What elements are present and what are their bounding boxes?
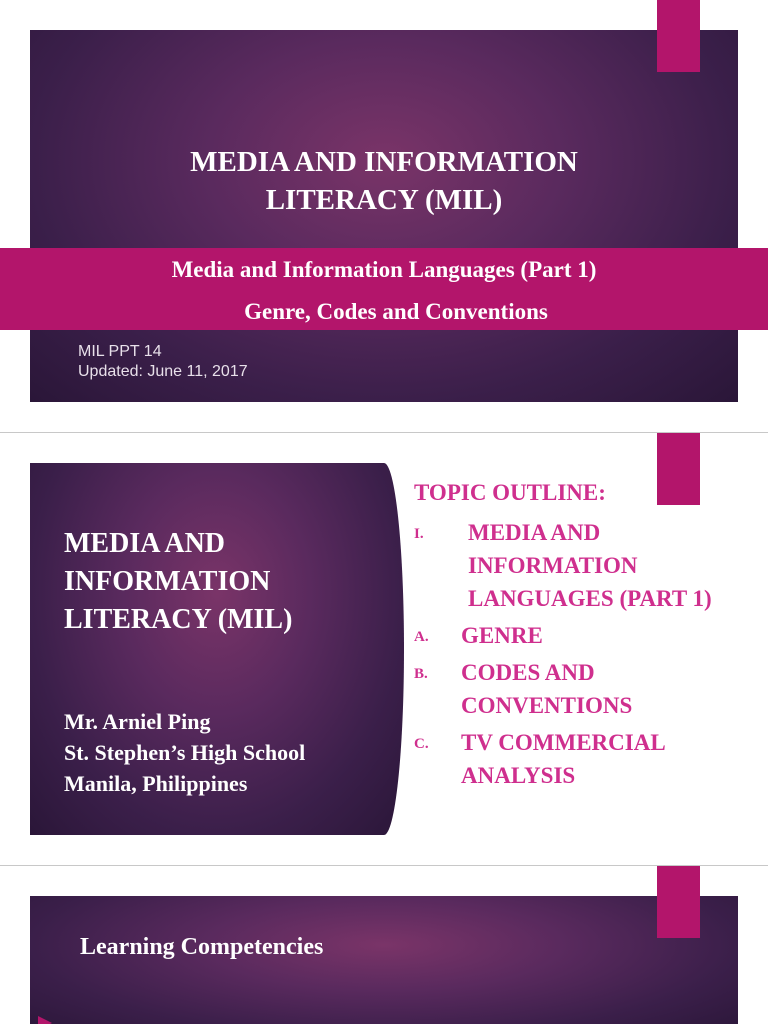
outline-marker: I. <box>414 526 424 542</box>
title-line: LITERACY (MIL) <box>265 184 503 216</box>
panel-title-line: MEDIA AND <box>64 528 226 559</box>
title-line: MEDIA AND INFORMATION <box>190 146 578 178</box>
outline-item <box>414 656 744 722</box>
outline-heading: TOPIC OUTLINE: <box>414 480 606 505</box>
author-name: Mr. Arniel Ping <box>64 709 211 734</box>
outline-text: CODES AND CONVENTIONS <box>461 660 633 718</box>
topic-outline <box>414 480 744 796</box>
author-location: Manila, Philippines <box>64 771 248 796</box>
outline-item <box>414 516 744 615</box>
author-school: St. Stephen’s High School <box>64 740 306 765</box>
subtitle-line: Genre, Codes and Conventions <box>244 299 548 324</box>
panel-title <box>64 525 292 639</box>
outline-marker: C. <box>414 736 429 752</box>
outline-text: TV COMMERCIAL ANALYSIS <box>461 730 665 788</box>
meta-updated: Updated: June 11, 2017 <box>78 363 248 380</box>
accent-tab <box>657 866 700 938</box>
outline-marker: B. <box>414 666 428 682</box>
accent-tab <box>657 0 700 72</box>
outline-marker: A. <box>414 629 429 645</box>
slide-competencies <box>0 866 768 1024</box>
slide-title <box>0 0 768 432</box>
subtitle-line: Media and Information Languages (Part 1) <box>171 257 597 282</box>
bullet-arrow-icon <box>38 1016 58 1024</box>
competencies-heading: Learning Competencies <box>80 934 324 960</box>
outline-item <box>414 619 744 652</box>
slide-title-text <box>30 143 738 219</box>
outline-item <box>414 726 744 792</box>
meta-code: MIL PPT 14 <box>78 343 162 360</box>
slide-meta <box>78 342 248 382</box>
outline-text: GENRE <box>461 623 543 648</box>
author-block <box>64 706 305 799</box>
outline-text: MEDIA AND INFORMATION LANGUAGES (PART 1) <box>468 520 712 611</box>
subtitle-band <box>0 248 768 330</box>
panel-title-line: INFORMATION <box>64 566 271 597</box>
slide-outline <box>0 433 768 865</box>
panel-title-line: LITERACY (MIL) <box>64 604 293 635</box>
